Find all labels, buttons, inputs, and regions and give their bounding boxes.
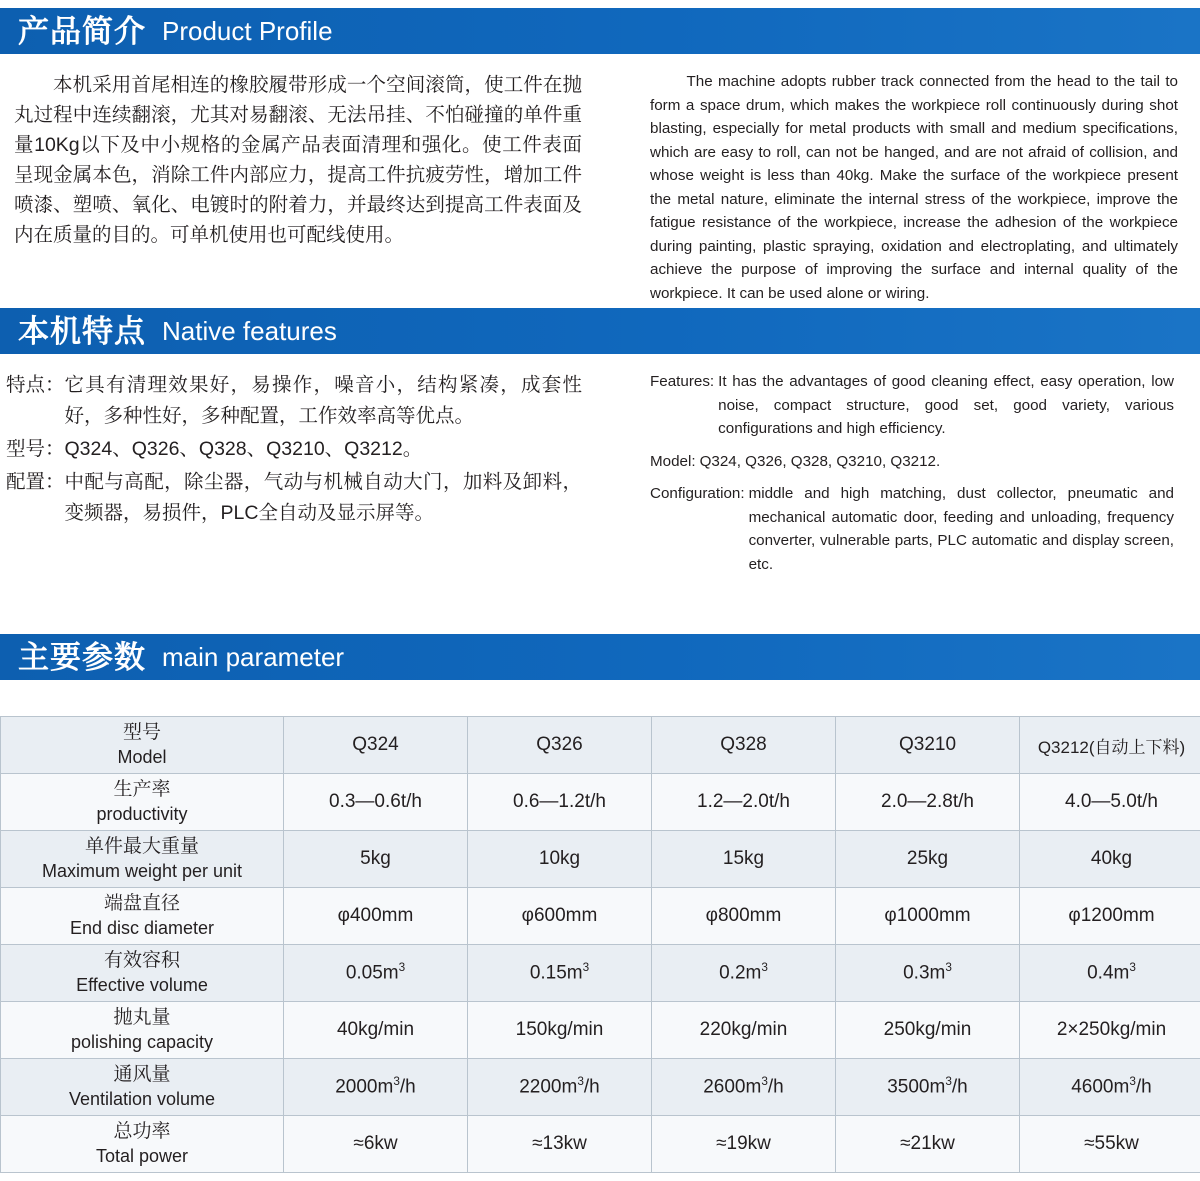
table-row	[1, 1116, 1200, 1173]
feature-value-en: middle and high matching, dust collector, pneumatic and mechanical automatic door, feeding and unloading, frequency converter, vulnerable parts, PLC automatic and display screen, etc.	[748, 485, 1174, 573]
table-cell: 15kg	[652, 831, 836, 888]
table-row	[1, 717, 1200, 774]
product-profile-en-column	[596, 70, 1200, 305]
table-cell: 2.0—2.8t/h	[836, 774, 1020, 831]
row-header-en: productivity	[96, 804, 188, 824]
table-cell: ≈21kw	[836, 1116, 1020, 1173]
section-title-cn: 主要参数	[18, 639, 146, 675]
row-header-cell	[1, 945, 284, 1002]
feature-label-en: Configuration:	[650, 485, 745, 502]
native-features-body	[0, 370, 1200, 585]
table-cell: ≈6kw	[284, 1116, 468, 1173]
feature-row-en	[650, 370, 1174, 441]
table-cell: φ800mm	[652, 888, 836, 945]
feature-value: 中配与高配，除尘器，气动与机械自动大门，加料及卸料，变频器，易损件，PLC全自动及显示屏等。	[64, 471, 582, 524]
table-cell: $0.05m^3$	[284, 945, 468, 1002]
row-header-cell	[1, 1002, 284, 1059]
table-cell: φ600mm	[468, 888, 652, 945]
feature-label: 特点：	[6, 374, 65, 396]
native-features-en-column	[596, 370, 1200, 585]
row-header-cell	[1, 1059, 284, 1116]
feature-row-en	[650, 450, 1174, 474]
feature-row	[6, 434, 582, 465]
table-cell: 250kg/min	[836, 1002, 1020, 1059]
section-title-en: main parameter	[162, 642, 345, 672]
row-header-cell	[1, 774, 284, 831]
table-cell: $0.15m^3$	[468, 945, 652, 1002]
row-header-cn: 端盘直径	[103, 893, 180, 914]
row-header-cn: 型号	[122, 722, 161, 743]
table-row	[1, 888, 1200, 945]
table-row	[1, 1002, 1200, 1059]
section-title-cn: 本机特点	[18, 313, 146, 349]
table-cell: ≈55kw	[1020, 1116, 1200, 1173]
feature-row	[6, 370, 582, 432]
table-row	[1, 1059, 1200, 1116]
row-header-cell	[1, 717, 284, 774]
section-title-en: Native features	[162, 316, 337, 346]
table-cell: Q328	[652, 717, 836, 774]
row-header-cn: 通风量	[113, 1064, 171, 1085]
table-cell: 2×250kg/min	[1020, 1002, 1200, 1059]
product-profile-cn-column	[0, 70, 596, 305]
feature-value-en: Q324, Q326, Q328, Q3210, Q3212.	[699, 452, 941, 470]
table-cell: $4600m^3/h$	[1020, 1059, 1200, 1116]
table-cell: 5kg	[284, 831, 468, 888]
table-cell: 25kg	[836, 831, 1020, 888]
product-profile-cn-text: 本机采用首尾相连的橡胶履带形成一个空间滚筒，使工件在抛丸过程中连续翻滚，尤其对易翻滚、无法吊挂、不怕碰撞的单件重量10Kg以下及中小规格的金属产品表面清理和强化。使工件表面呈现金属本色，消除工件内部应力，提高工件抗疲劳性，增加工件喷漆、塑喷、氧化、电镀时的附着力，并最终达到提高工件表面及内在质量的目的。可单机使用也可配线使用。	[14, 74, 582, 246]
table-cell: $0.4m^3$	[1020, 945, 1200, 1002]
table-cell: ≈13kw	[468, 1116, 652, 1173]
feature-label: 配置：	[6, 471, 65, 493]
feature-label-en: Features:	[650, 373, 715, 390]
feature-label-en: Model:	[650, 452, 696, 470]
row-header-en: Maximum weight per unit	[41, 861, 243, 881]
row-header-en: Effective volume	[76, 975, 208, 995]
row-header-cn: 抛丸量	[113, 1007, 171, 1028]
table-cell: $0.2m^3$	[652, 945, 836, 1002]
row-header-en: Total power	[95, 1146, 189, 1166]
table-cell: 150kg/min	[468, 1002, 652, 1059]
feature-row-en	[650, 482, 1174, 576]
table-cell: $2200m^3/h$	[468, 1059, 652, 1116]
row-header-en: End disc diameter	[69, 918, 215, 938]
table-cell: 4.0—5.0t/h	[1020, 774, 1200, 831]
table-cell: $3500m^3/h$	[836, 1059, 1020, 1116]
table-row	[1, 774, 1200, 831]
table-cell: 220kg/min	[652, 1002, 836, 1059]
table-cell: 40kg	[1020, 831, 1200, 888]
feature-row	[6, 467, 582, 529]
row-header-cell	[1, 831, 284, 888]
table-cell: Q3212(自动上下料)	[1020, 717, 1200, 774]
section-header-native-features	[0, 308, 1200, 354]
table-cell: 0.6—1.2t/h	[468, 774, 652, 831]
row-header-cell	[1, 1116, 284, 1173]
table-cell: 1.2—2.0t/h	[652, 774, 836, 831]
main-parameter-table-wrap	[0, 716, 1200, 1173]
row-header-en: polishing capacity	[70, 1032, 214, 1052]
row-header-cn: 生产率	[113, 779, 171, 800]
main-parameter-table	[0, 716, 1200, 1173]
table-row	[1, 945, 1200, 1002]
table-cell: 10kg	[468, 831, 652, 888]
feature-label: 型号：	[6, 438, 65, 460]
table-cell: 40kg/min	[284, 1002, 468, 1059]
section-header-product-profile	[0, 8, 1200, 54]
feature-value-en: It has the advantages of good cleaning effect, easy operation, low noise, compact structure, good set, good variety, various configurations and high efficiency.	[718, 373, 1174, 437]
row-header-en: Ventilation volume	[68, 1089, 216, 1109]
table-cell: $2600m^3/h$	[652, 1059, 836, 1116]
row-header-cn: 单件最大重量	[84, 836, 199, 857]
feature-value: 它具有清理效果好，易操作，噪音小，结构紧凑，成套性好，多种性好，多种配置，工作效率高等优点。	[64, 374, 582, 427]
table-cell: φ400mm	[284, 888, 468, 945]
section-title-cn: 产品简介	[18, 13, 146, 49]
row-header-cn: 有效容积	[103, 950, 180, 971]
table-cell: φ1000mm	[836, 888, 1020, 945]
row-header-en: Model	[117, 747, 167, 767]
table-cell: Q3210	[836, 717, 1020, 774]
table-cell: $0.3m^3$	[836, 945, 1020, 1002]
product-profile-body	[0, 70, 1200, 305]
row-header-cell	[1, 888, 284, 945]
section-title-en: Product Profile	[162, 16, 333, 46]
table-cell: φ1200mm	[1020, 888, 1200, 945]
row-header-cn: 总功率	[113, 1121, 171, 1142]
native-features-cn-column	[0, 370, 596, 585]
feature-value: Q324、Q326、Q328、Q3210、Q3212。	[64, 438, 423, 460]
table-row	[1, 831, 1200, 888]
table-cell: $2000m^3/h$	[284, 1059, 468, 1116]
section-header-main-parameter	[0, 634, 1200, 680]
product-profile-en-text: The machine adopts rubber track connected from the head to the tail to form a space drum, which makes the workpiece roll continuously during shot blasting, especially for metal products with small and medium specifications, which are easy to roll, can not be hanged, and are not afraid of collision, and whose weight is less than 40kg. Make the surface of the workpiece present the metal nature, eliminate the internal stress of the workpiece, improve the fatigue resistance of the workpiece, increase the adhesion of the workpiece during painting, plastic spraying, oxidation and electroplating, and ultimately achieve the purpose of improving the surface and internal quality of the workpiece. It can be used alone or wiring.	[650, 73, 1178, 302]
table-cell: ≈19kw	[652, 1116, 836, 1173]
table-cell: Q326	[468, 717, 652, 774]
table-cell: Q324	[284, 717, 468, 774]
table-cell: 0.3—0.6t/h	[284, 774, 468, 831]
